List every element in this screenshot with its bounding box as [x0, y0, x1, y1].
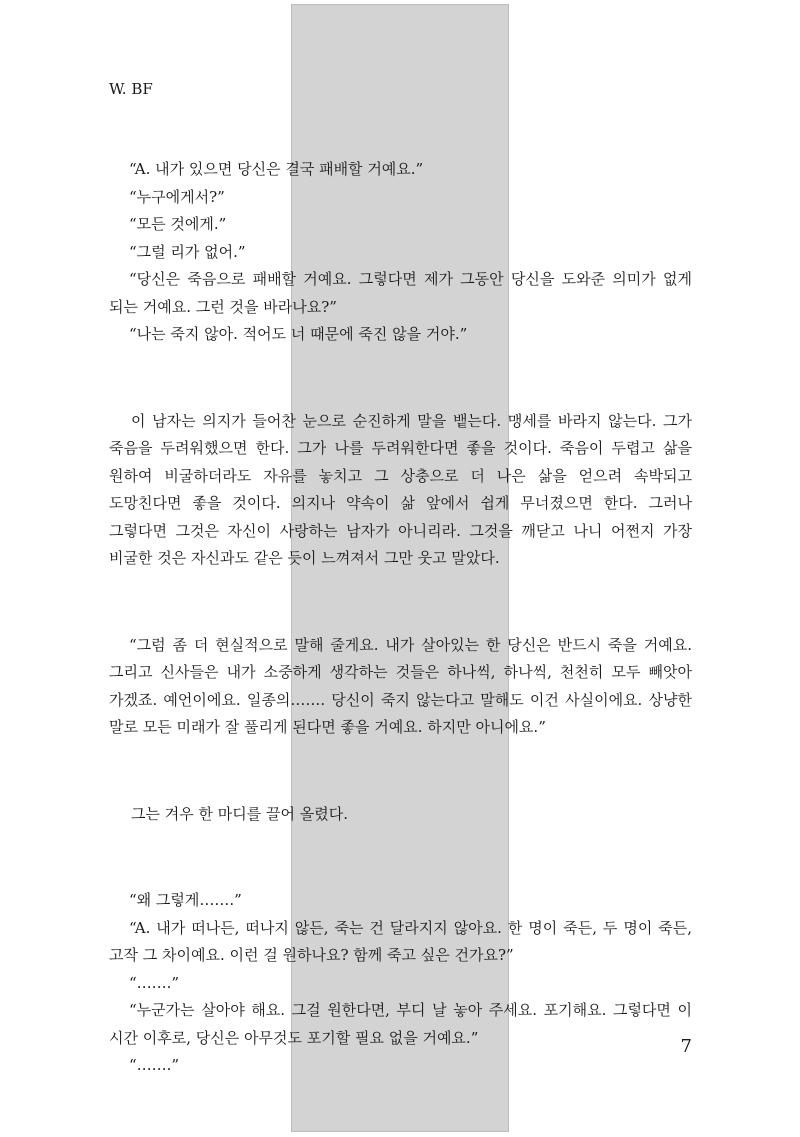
paragraph: “나는 죽지 않아. 적어도 너 때문에 죽진 않을 거야.” — [129, 325, 468, 343]
paragraph-list — [109, 156, 692, 1080]
paragraph: “모든 것에게.” — [129, 215, 227, 233]
page-body — [109, 78, 692, 1080]
paragraph: “당신은 죽음으로 패배할 거예요. 그렇다면 제가 그동안 당신을 도와준 의미가 없게 되는 거예요. 그런 것을 바라나요?” — [109, 270, 692, 316]
paragraph: “왜 그렇게…….” — [129, 891, 242, 909]
paragraph: “누구에게서?” — [129, 187, 225, 206]
paragraph: “…….” — [129, 1056, 180, 1074]
paragraph: “…….” — [129, 973, 180, 992]
paragraph-gap — [109, 365, 692, 392]
paragraph: 이 남자는 의지가 들어찬 눈으로 순진하게 말을 뱉는다. 맹세를 바라지 않는다. 그가 죽음을 두려워했으면 한다. 그가 나를 두려워한다면 좋을 것이다. 죽음이 두렵고 삶을 원하여 비굴하더라도 자유를 놓치고 그 상충으로 더 나은 삶을 얻으려 속박되고 도망친다면 좋을 것이다. 의지나 약속이 삶 앞에서 쉽게 무너졌으면 한다. 그러나 그렇다면 그것은 자신이 사랑하는 남자가 아니리라. 그것을 깨닫고 나니 어쩐지 가장 비굴한 것은 자신과도 같은 듯이 느껴져서 그만 웃고 말았다. — [109, 411, 692, 567]
paragraph: “누군가는 살아야 해요. 그걸 원한다면, 부디 날 놓아 주세요. 포기해요. 그렇다면 이 시간 이후로, 당신은 아무것도 포기할 필요 없을 거예요.” — [109, 1001, 692, 1047]
page-header: W. BF — [109, 80, 153, 98]
page-number: 7 — [680, 1036, 692, 1057]
paragraph: 그는 겨우 한 마디를 끌어 올렸다. — [131, 804, 348, 823]
paragraph: “그럼 좀 더 현실적으로 말해 줄게요. 내가 살아있는 한 당신은 반드시 죽을 거예요. 그리고 신사들은 내가 소중하게 생각하는 것들은 하나씩, 하나씩, 천천히 모두 빼앗아 가겠죠. 예언이에요. 일종의……. 당신이 죽지 않는다고 말해도 이건 사실이에요. 상냥한 말로 모든 미래가 잘 풀리게 된다면 좋을 거예요. 하지만 아니에요.” — [109, 635, 692, 736]
paragraph-gap — [109, 844, 692, 871]
paragraph-gap — [109, 758, 692, 785]
paragraph-gap — [109, 589, 692, 616]
paragraph: “A. 내가 떠나든, 떠나지 않든, 죽는 건 달라지지 않아요. 한 명이 죽든, 두 명이 죽든, 고작 그 차이예요. 이런 걸 원하나요? 함께 죽고 싶은 건가요?” — [109, 918, 692, 964]
paragraph: “A. 내가 있으면 당신은 결국 패배할 거예요.” — [129, 160, 424, 178]
paragraph: “그럴 리가 없어.” — [129, 242, 246, 261]
